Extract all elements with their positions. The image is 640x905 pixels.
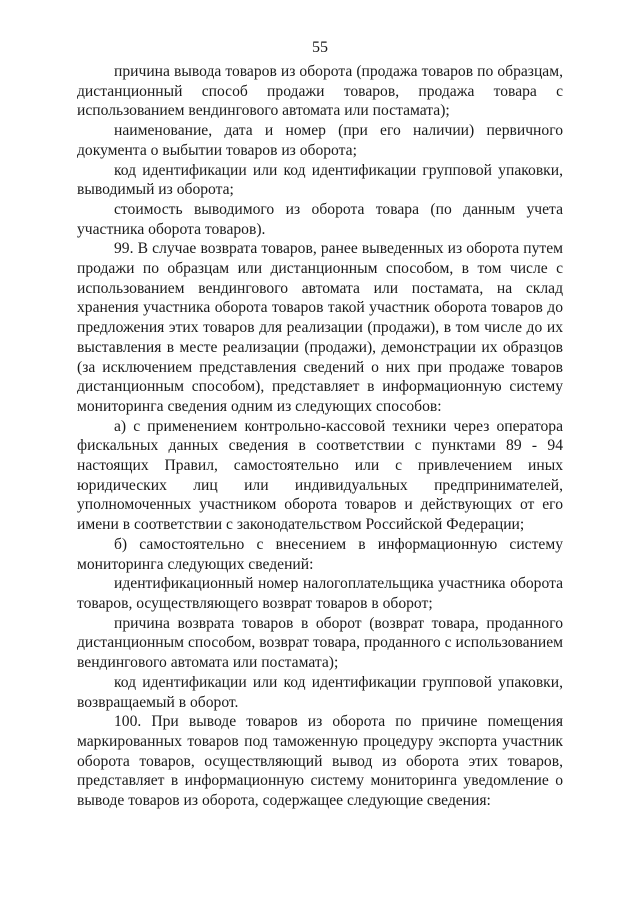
paragraph: код идентификации или код идентификации групповой упаковки, выводимый из оборота; — [77, 161, 563, 199]
paragraph-100: 100. При выводе товаров из оборота по причине помещения маркированных товаров под таможенную процедуру экспорта участник оборота товаров, осуществляющий вывод из оборота этих товаров, представляет в информационную систему мониторинга уведомление о выводе товаров из оборота, содержащее следующие сведения: — [77, 713, 563, 810]
paragraph-99-b: б) самостоятельно с внесением в информационную систему мониторинга следующих сведений: — [77, 535, 563, 573]
paragraph-99: 99. В случае возврата товаров, ранее выведенных из оборота путем продажи по образцам или дистанционным способом, в том числе с использованием вендингового автомата или постамата, на склад хранения участника оборота товаров такой участник оборота товаров до предложения этих товаров для реализации (продажи), в том числе до их выставления в месте реализации (продажи), демонстрации их образцов (за исключением представления сведений о них при продаже товаров дистанционным способом), представляет в информационную систему мониторинга сведения одним из следующих способов: — [77, 240, 563, 415]
paragraph: идентификационный номер налогоплательщика участника оборота товаров, осуществляющего возврат товаров в оборот; — [77, 575, 563, 612]
paragraph: наименование, дата и номер (при его наличии) первичного документа о выбытии товаров из оборота; — [77, 122, 563, 159]
paragraph-99-a: а) с применением контрольно-кассовой техники через оператора фискальных данных сведения в соответствии с пунктами 89 - 94 настоящих Правил, самостоятельно или с привлечением иных юридических лиц или индивидуальных предпринимателей, уполномоченных участником оборота товаров и действующих от его имени в соответствии с законодательством Российской Федерации; — [77, 417, 563, 534]
paragraph: стоимость выводимого из оборота товара (по данным учета участника оборота товаров). — [77, 200, 563, 238]
paragraph: причина вывода товаров из оборота (продажа товаров по образцам, дистанционный способ продажи товаров, продажа товара с использованием вендингового автомата или постамата); — [77, 63, 563, 120]
document-body — [77, 62, 563, 811]
paragraph: причина возврата товаров в оборот (возврат товара, проданного дистанционным способом, возврат товара, проданного с использованием вендингового автомата или постамата); — [77, 614, 563, 672]
page-number: 55 — [312, 39, 328, 56]
paragraph: код идентификации или код идентификации групповой упаковки, возвращаемый в оборот. — [77, 673, 563, 711]
